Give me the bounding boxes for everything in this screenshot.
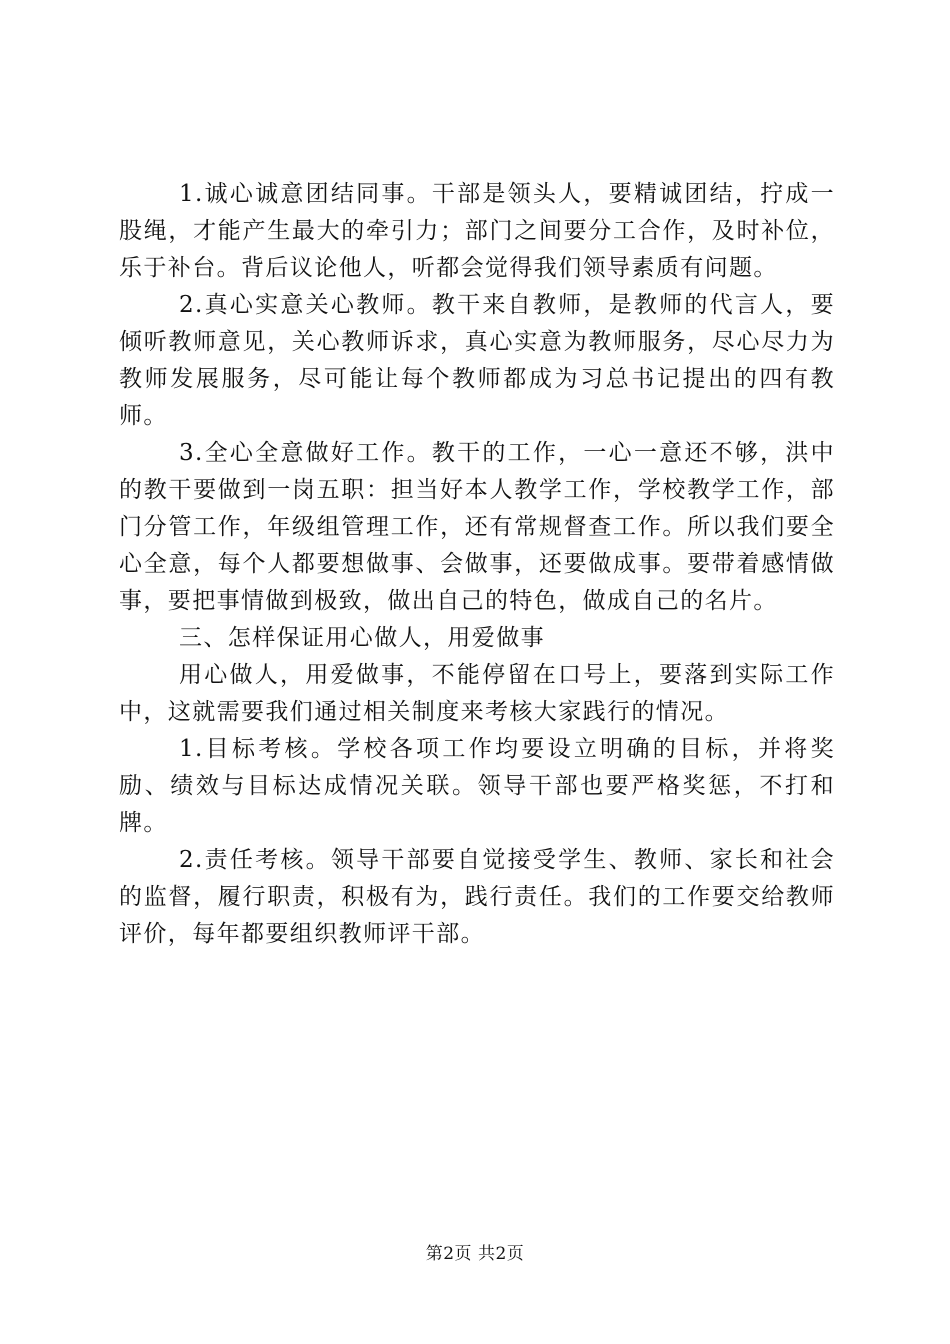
paragraph-responsibility-assessment: 2.责任考核。领导干部要自觉接受学生、教师、家长和社会的监督，履行职责，积极有为，践行责任。我们的工作要交给教师评价，每年都要组织教师评干部。 xyxy=(119,847,835,947)
paragraph-care-teachers: 2.真心实意关心教师。教干来自教师，是教师的代言人，要倾听教师意见，关心教师诉求，真心实意为教师服务，尽心尽力为教师发展服务，尽可能让每个教师都成为习总书记提出的四有教师。 xyxy=(119,292,835,429)
document-body xyxy=(119,176,835,953)
paragraph-goal-assessment: 1.目标考核。学校各项工作均要设立明确的目标，并将奖励、绩效与目标达成情况关联。领导干部也要严格奖惩，不打和牌。 xyxy=(119,736,835,836)
paragraph-unity: 1.诚心诚意团结同事。干部是领头人，要精诚团结，拧成一股绳，才能产生最大的牵引力；部门之间要分工合作，及时补位，乐于补台。背后议论他人，听都会觉得我们领导素质有问题。 xyxy=(119,181,835,281)
page-footer: 第2页 共2页 xyxy=(425,1244,525,1264)
paragraph-section-intro: 用心做人，用爱做事，不能停留在口号上，要落到实际工作中，这就需要我们通过相关制度来考核大家践行的情况。 xyxy=(119,662,835,725)
section-heading-3: 三、怎样保证用心做人，用爱做事 xyxy=(179,625,545,651)
paragraph-do-work-well: 3.全心全意做好工作。教干的工作，一心一意还不够，洪中的教干要做到一岗五职：担当好本人教学工作，学校教学工作，部门分管工作，年级组管理工作，还有常规督查工作。所以我们要全心全意，每个人都要想做事、会做事，还要做成事。要带着感情做事，要把事情做到极致，做出自己的特色，做成自己的名片。 xyxy=(119,440,835,614)
